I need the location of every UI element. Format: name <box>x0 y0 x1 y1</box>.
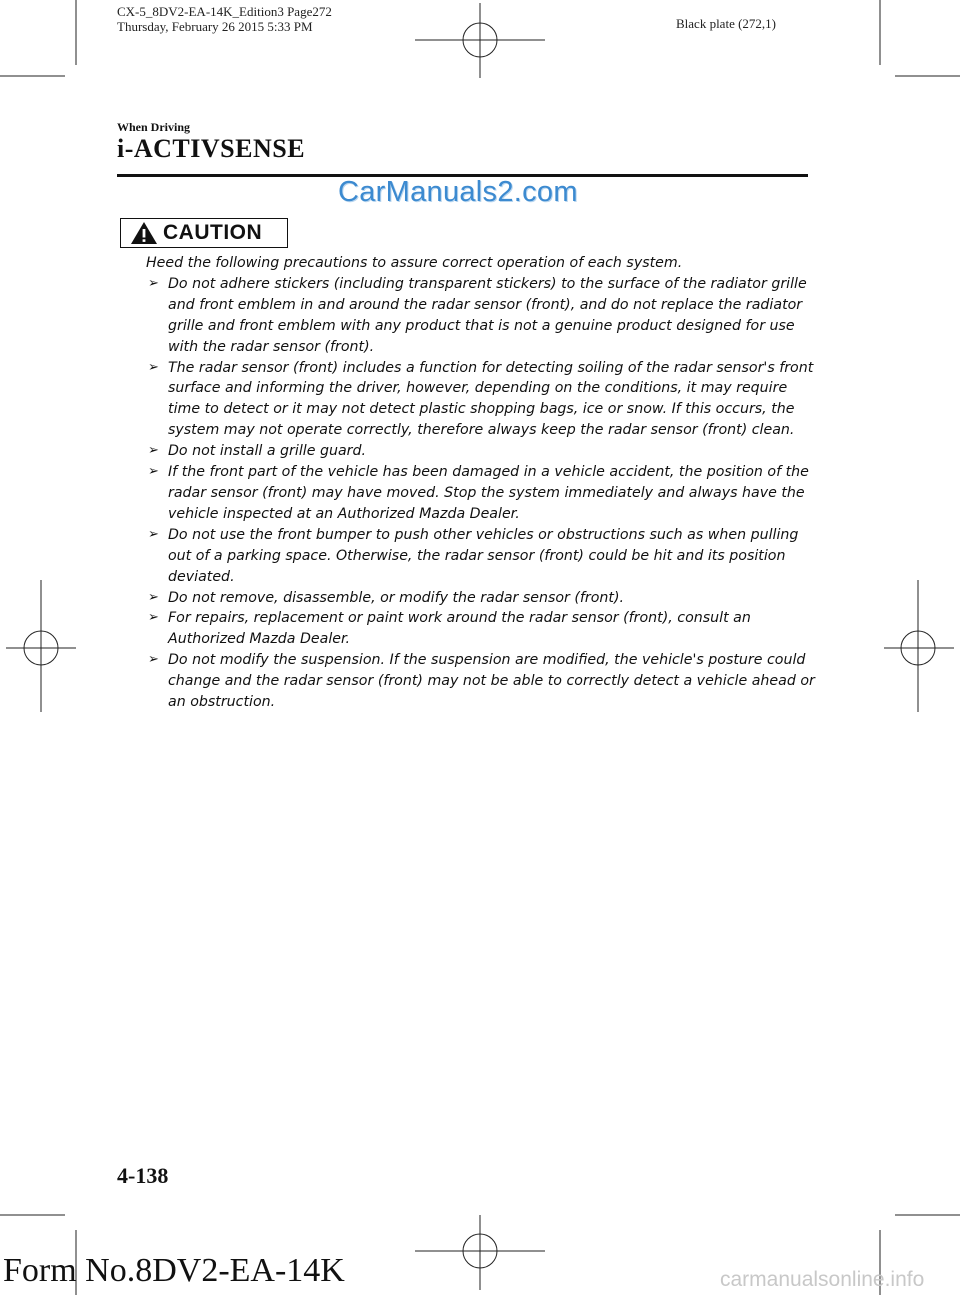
list-item: ➢ Do not install a grille guard. <box>146 441 816 462</box>
list-item: ➢ For repairs, replacement or paint work around the radar sensor (front), consult an Authorized Mazda Dealer. <box>148 610 751 648</box>
list-item: ➢ Do not use the front bumper to push other vehicles or obstructions such as when pulling out of a parking space. Otherwise, the radar sensor (front) could be hit and its position deviated. <box>148 526 799 585</box>
warning-triangle-icon <box>130 221 158 245</box>
page-title: i-ACTIVSENSE <box>117 134 306 163</box>
arrow-bullet-icon: ➢ <box>148 443 159 459</box>
caution-list <box>146 274 816 713</box>
form-number: Form No.8DV2-EA-14K <box>3 1252 345 1289</box>
print-header-info <box>117 4 332 34</box>
list-item: ➢ If the front part of the vehicle has been damaged in a vehicle accident, the position of the radar sensor (front) may have moved. Stop the system immediately and always have the vehicle inspected at an Authorized Mazda Dealer. <box>148 464 809 522</box>
arrow-bullet-icon: ➢ <box>148 464 159 480</box>
arrow-bullet-icon: ➢ <box>148 589 159 605</box>
caution-body <box>146 253 816 713</box>
caution-label: CAUTION <box>163 221 263 244</box>
page-number: 4-138 <box>117 1163 169 1188</box>
arrow-bullet-icon: ➢ <box>148 526 159 542</box>
caution-header <box>120 218 288 248</box>
print-date-line: Thursday, February 26 2015 5:33 PM <box>117 19 313 34</box>
plate-label: Black plate (272,1) <box>676 16 776 31</box>
footer-site-link[interactable]: carmanualsonline.info <box>720 1268 925 1291</box>
print-file-line: CX-5_8DV2-EA-14K_Edition3 Page272 <box>117 4 332 19</box>
section-label: When Driving <box>117 120 191 134</box>
arrow-bullet-icon: ➢ <box>148 359 159 375</box>
watermark-link[interactable]: CarManuals2.com <box>338 176 578 208</box>
arrow-bullet-icon: ➢ <box>148 652 159 668</box>
list-item: ➢ Do not remove, disassemble, or modify the radar sensor (front). <box>146 588 816 609</box>
list-item: ➢ The radar sensor (front) includes a function for detecting soiling of the radar sensor's front surface and informing the driver, however, depending on the conditions, it may require time to detect or it may not detect plastic shopping bags, ice or snow. If this occurs, the system may not operate correctly, therefore always keep the radar sensor (front) clean. <box>148 359 814 439</box>
arrow-bullet-icon: ➢ <box>148 610 159 626</box>
list-item: ➢ Do not modify the suspension. If the suspension are modified, the vehicle's posture could change and the radar sensor (front) may not be able to correctly detect a vehicle ahead or an obstruction. <box>148 652 815 711</box>
caution-intro: Heed the following precautions to assure correct operation of each system. <box>146 255 683 271</box>
list-item: ➢ Do not adhere stickers (including transparent stickers) to the surface of the radiator grille and front emblem in and around the radar sensor (front), and do not replace the radiator grille and front emblem with any product that is not a genuine product designed for use with the radar sensor (front). <box>148 275 807 355</box>
arrow-bullet-icon: ➢ <box>148 275 159 291</box>
